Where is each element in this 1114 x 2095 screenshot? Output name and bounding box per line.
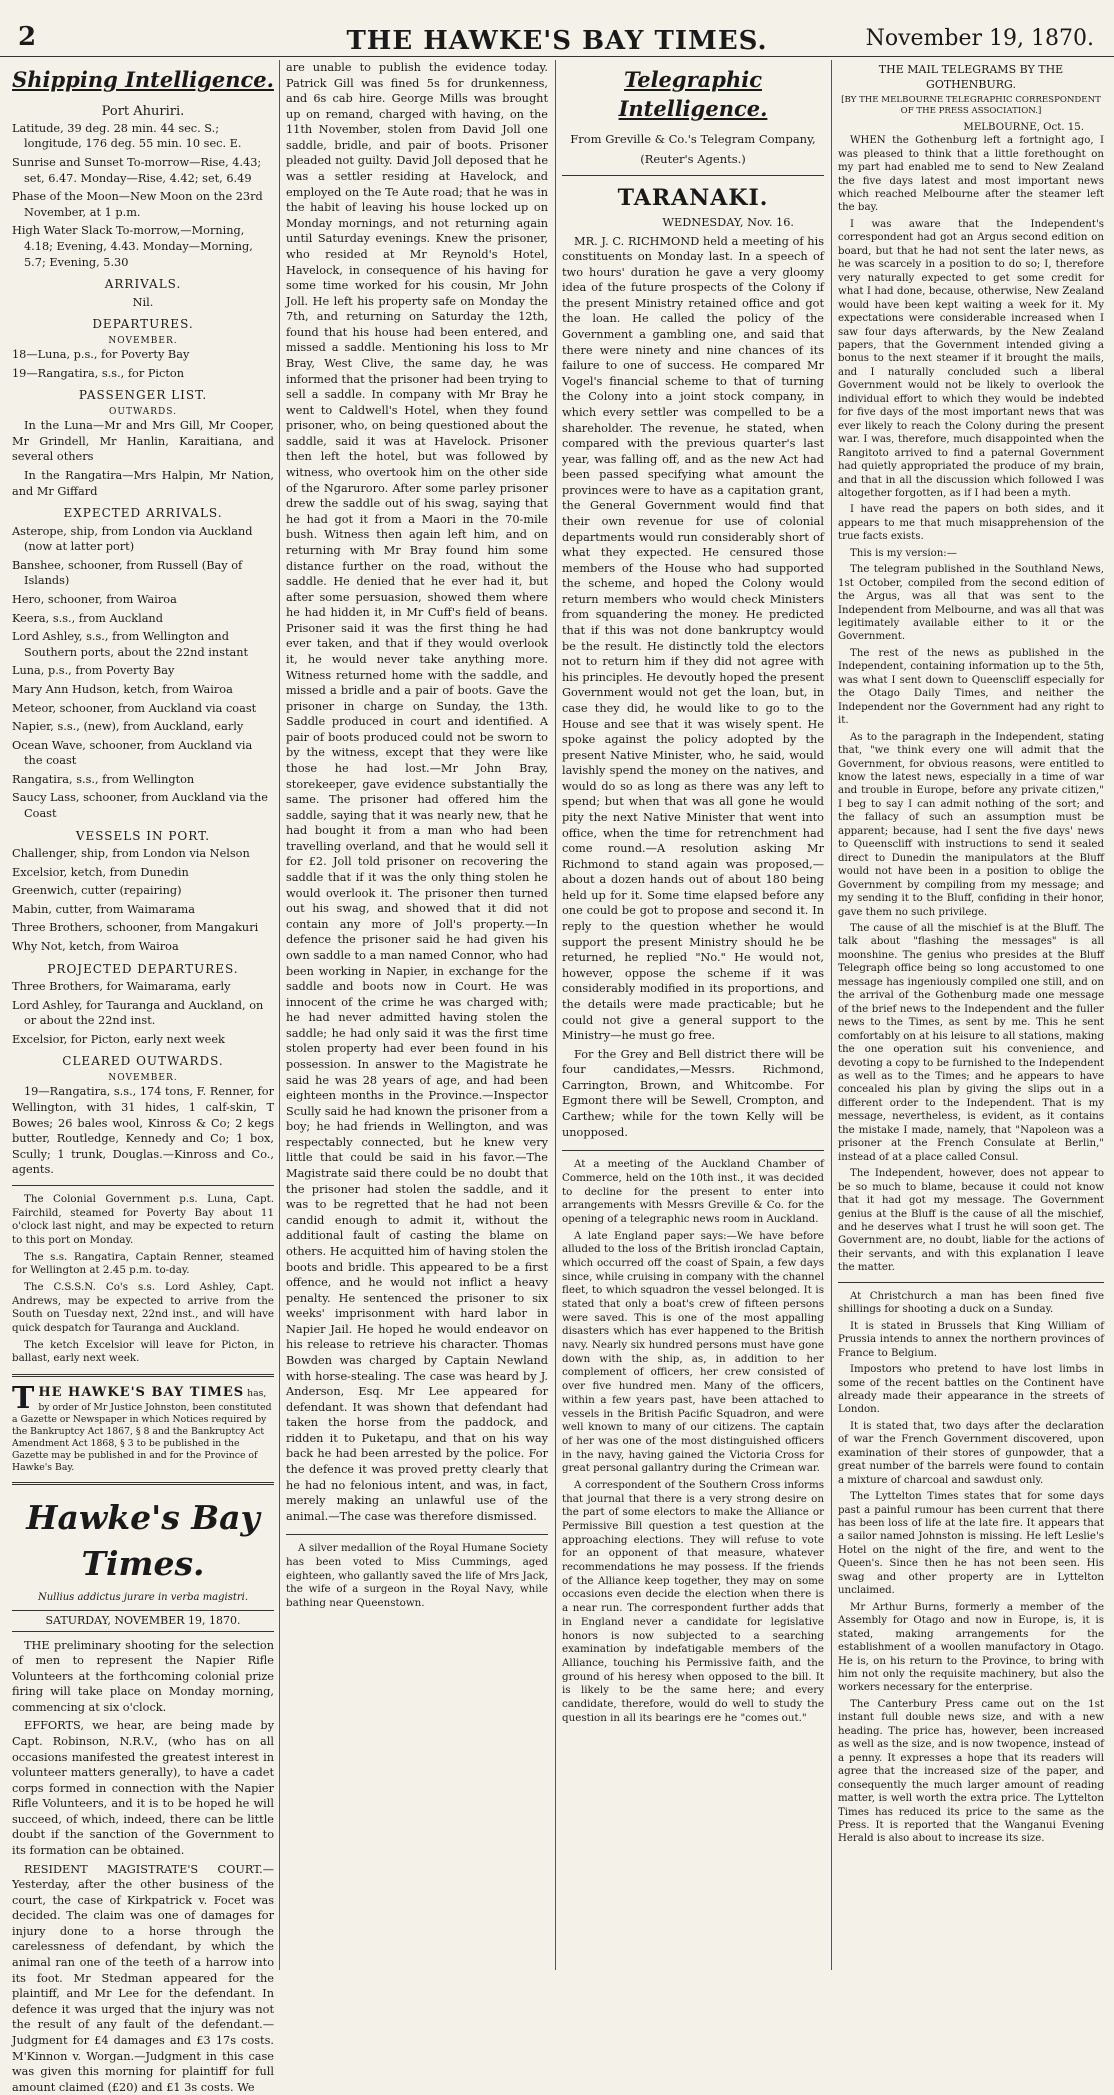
- news-paragraph: The Lyttelton Times states that for some days past a painful rumour has been current that there has been loss of life at the late fire. It appears that a sailor named Johnston is missing. He left Leslie's Hotel on the night of the fire, and went to the Queen's. Since then he has not been seen. His swag and other property are in Lyttelton unclaimed.: [838, 1491, 1104, 1597]
- notice-body: has, by order of Mr Justice Johnston, been constituted a Gazette or Newspaper in which Notices required by the Bankruptcy Act 1867, § 8 and the Bankruptcy Act Amendment Act 1868, § 3 to be published in the Gazette may be published in and for the Province of Hawke's Bay.: [12, 1388, 272, 1474]
- column-rule: [279, 60, 280, 1970]
- departure-item: 19—Rangatira, s.s., for Picton: [12, 366, 184, 380]
- paper-nameplate: Hawke's Bay Times.: [26, 1498, 260, 1583]
- column-rule: [555, 60, 556, 1970]
- court-report: are unable to publish the evidence today. Patrick Gill was fined 5s for drunkenness, and 6s cab hire. George Mills was brought up on remand, charged with having, on the 11th November, stolen from David Joll one saddle, bridle, and pair of boots. Prisoner pleaded not guilty. David Joll deposed that he was a settler residing at Havelock, and employed on the Te Aute road; that he was in the habit of leaving his house locked up on Monday mornings, and not returning again until Saturday evenings. Knew the prisoner, who resided at Mr Reynold's Hotel, Havelock, in consequence of his having for some time worked for his cousin, Mr John Joll. He left his property safe on Monday the 7th, and returning on Saturday the 12th, found that his house had been entered, and missed a saddle. Mentioning his loss to Mr Bray, West Clive, the same day, he was informed that the prisoner had been trying to sell a saddle. In company with Mr Bray he went to Caldwell's Hotel, when they found prisoner, who, on being questioned about the saddle, said it was at Havelock. Prisoner then left the hotel, but was followed by witness, who overtook him on the other side of the Ngaruroro. After some parley prisoner drew the saddle out of his swag, saying that he had got it from a Maori in the 70-mile bush. Witness then again left him, and on returning with Mr Bray found him some distance further on the road, without the saddle. He denied that he ever had it, but after some persuasion, showed them where he had hidden it, in Mr Cuff's field of beans. Prisoner said it was the first thing he had ever taken, and that if they would overlook it, he would never take anything more. Witness returned home with the saddle, and missed a bridle and a pair of boots. Gave the prisoner in charge on Sunday, the 13th. Saddle produced in court and identified. A pair of boots produced could not be sworn to by the witness, except that they were like those he had lost.—Mr John Bray, storekeeper, gave evidence substantially the same. The prisoner had offered him the saddle, saying that it was nearly new, that he had bought it from a man who had been travelling overland, and that he would sell it for £2. Joll told prisoner on recovering the saddle that if it was the only thing stolen he would overlook it. The prisoner then turned out his swag, and showed that it did not contain any more of Joll's property.—In defence the prisoner said he had given his own saddle to a man named Connor, who had been working in Napier, in exchange for the saddle and boots now in Court. He was innocent of the crime he was charged with; he had never admitted having stolen the saddle; he had only said it was the first time stolen property had ever been found in his possession. In answer to the Magistrate he said he was 28 years of age, and had been eighteen months in the Province.—Inspector Scully said he had known the prisoner from a boy; he had friends in Wellington, and was respectably connected, but he knew very little that could be said in his favor.—The Magistrate said there could be no doubt that the prisoner had stolen the saddle, and it was to be regretted that he had not been candid enough to admit it, without the additional fault of casting the blame on others. He acquitted him of having stolen the boots and bridle. This appeared to be a first offence, and he would not inflict a heavy penalty. He sentenced the prisoner to six weeks' imprisonment with hard labor in Napier Jail. He hoped he would endeavor on his release to retrieve his character. Thomas Bowden was charged by Captain Newland with horse-stealing. The case was heard by J. Anderson, Esq. Mr Lee appeared for defendant. It was shown that defendant had taken the horse from the paddock, and ridden it to Puketapu, and that on his way back he had been arrested by the police. For the defence it was proved pretty clearly that he had no felonious intent, and was, in fact, merely making an unlawful use of the animal.—The case was therefore dismissed.: [286, 61, 548, 1523]
- news-paragraph: Impostors who pretend to have lost limbs in some of the recent battles on the Continent have already made their appearance in the streets of London.: [838, 1364, 1104, 1416]
- gazette-notice: [12, 1381, 274, 1474]
- news-paragraph: It is stated that, two days after the declaration of war the French Government discovered, upon examination of their stores of gunpowder, that a great number of the barrels were found to contain a mixture of charcoal and sawdust only.: [838, 1420, 1104, 1486]
- vessel-item: Why Not, ketch, from Wairoa: [12, 940, 179, 953]
- column-4: [838, 60, 1104, 1970]
- vessel-item: Greenwich, cutter (repairing): [12, 884, 182, 898]
- expected-item: Meteor, schooner, from Auckland via coast: [12, 701, 257, 715]
- news-paragraph: As to the paragraph in the Independent, stating that, "we think every one will admit that the Government, for obvious reasons, were entitled to know the latest news, especially in a time of war and trouble in Europe, before any private citizen," I beg to say I can admit nothing of the sort; and the fallacy of such an assumption must be apparent; because, had I sent the five days' news to Queenscliff with instructions to send it sealed direct to Dunedin the manipulators at the Bluff would not have been in a position to oblige the Government by compiling from my message; and my sending it to the Bluff, confiding in their honor, gave them no such privilege.: [838, 731, 1104, 918]
- expected-item: Hero, schooner, from Wairoa: [12, 593, 177, 607]
- expected-item: Saucy Lass, schooner, from Auckland via the Coast: [12, 791, 268, 820]
- masthead: [0, 0, 1114, 57]
- news-paragraph: I was aware that the Independent's correspondent had got an Argus second edition on board, but that he had not sent the later news, as he was scarcely in a position to do so; I, therefore very naturally expected to get some credit for what I had done, because, otherwise, New Zealand would have been kept waiting a week for it. My expectations were considerable increased when I saw four days afterwards, by the New Zealand papers, that the Government intended giving a bonus to the next steamer if it brought the mails, and I naturally concluded such a liberal Government would not be likely to overlook the individual effort to which they would be indebted for five days of the most important news that was ever likely to reach the Colony during the present war. I was, therefore, much disappointed when the Rangitoto arrived to find a paternal Government had quietly appropriated the produce of my brain, and that in all the discussion which followed I was altogether forgotten, as if I had been a myth.: [838, 218, 1104, 499]
- divider: [286, 1534, 548, 1535]
- news-paragraph: This is my version:—: [850, 547, 957, 559]
- mail-telegrams-sub: [BY THE MELBOURNE TELEGRAPHIC CORRESPONDENT OF THE PRESS ASSOCIATION.]: [841, 95, 1101, 117]
- divider: [12, 1482, 274, 1485]
- divider: [562, 1150, 824, 1151]
- telegram-source: From Greville & Co.'s Telegram Company,: [570, 131, 816, 146]
- divider: [12, 1374, 274, 1377]
- editorial-paragraph: THE preliminary shooting for the selection of men to represent the Napier Rifle Volunteers at the forthcoming colonial prize firing will take place on Monday morning, commencing at six o'clock.: [12, 1638, 274, 1714]
- expected-item: Ocean Wave, schooner, from Auckland via the coast: [12, 738, 253, 768]
- news-paragraph: Mr Arthur Burns, formerly a member of the Assembly for Otago and now in Europe, is, it is stated, making arrangements for the establishment of a woollen manufactory in Otago. He is, on his return to the Province, to bring with him not only the requisite machinery, but also the workers necessary for the enterprise.: [838, 1601, 1104, 1694]
- passenger-sub: OUTWARDS.: [109, 406, 177, 417]
- news-paragraph: A silver medallion of the Royal Humane Society has been voted to Miss Cummings, aged eighteen, who gallantly saved the life of Mrs Jack, the wife of a surgeon in the Royal Navy, while bathing near Queenstown.: [286, 1542, 548, 1610]
- page-number: 2: [18, 22, 37, 52]
- editorial-paragraph: RESIDENT MAGISTRATE'S COURT.—Yesterday, after the other business of the court, the case of Kirkpatrick v. Focet was decided. The claim was one of damages for injury done to a horse through the carelessness of defendant, by which the animal ran one of the teeth of a harrow into its foot. Mr Stedman appeared for the plaintiff, and Mr Lee for the defendant. In defence it was urged that the injury was not the result of any fault of the defendant.—Judgment for £4 damages and £3 17s costs. M'Kinnon v. Worgan.—Judgment in this case was given this morning for plaintiff for full amount claimed (£20) and £1 3s costs. We: [12, 1862, 274, 2094]
- projected-heading: PROJECTED DEPARTURES.: [47, 961, 239, 976]
- cleared-item: 19—Rangatira, s.s., 174 tons, F. Renner, for Wellington, with 31 hides, 1 calf-skin, T Bowes; 26 bales wool, Kinross & Co; 2 kegs butter, Routledge, Kennedy and Co; 1 box, Scully; 1 trunk, Douglas.—Kinross and Co., agents.: [12, 1085, 275, 1177]
- divider: [838, 1282, 1104, 1283]
- arrivals-nil: Nil.: [132, 295, 154, 309]
- expected-item: Banshee, schooner, from Russell (Bay of Islands): [12, 558, 243, 588]
- expected-heading: EXPECTED ARRIVALS.: [63, 506, 223, 521]
- vessel-item: Three Brothers, schooner, from Mangakuri: [12, 921, 259, 935]
- expected-item: Lord Ashley, s.s., from Wellington and Southern ports, about the 22nd instant: [12, 630, 249, 659]
- expected-item: Keera, s.s., from Auckland: [12, 611, 163, 625]
- column-1: [12, 60, 275, 2094]
- expected-item: Napier, s.s., (new), from Auckland, early: [12, 720, 244, 734]
- vessels-heading: VESSELS IN PORT.: [75, 828, 211, 843]
- vessel-item: Mabin, cutter, from Waimarama: [12, 902, 196, 916]
- column-2: [286, 60, 548, 1970]
- moon-line: Phase of the Moon—New Moon on the 23rd November, at 1 p.m.: [12, 190, 263, 219]
- passenger-item: In the Luna—Mr and Mrs Gill, Mr Cooper, Mr Grindell, Mr Hanlin, Karaitiana, and several others: [12, 419, 274, 464]
- notice-dropcap: T: [12, 1381, 35, 1417]
- news-paragraph: I have read the papers on both sides, and it appears to me that much misapprehension of the true facts exists.: [838, 504, 1104, 543]
- paper-dateline: SATURDAY, NOVEMBER 19, 1870.: [12, 1610, 274, 1631]
- shipping-note: The Colonial Government p.s. Luna, Capt. Fairchild, steamed for Poverty Bay about 11 o'clock last night, and may be expected to return to this port on Monday.: [12, 1192, 274, 1246]
- shipping-note: The C.S.S.N. Co's s.s. Lord Ashley, Capt. Andrews, may be expected to arrive from the South on Tuesday next, 22nd inst., and will have quick despatch for Tauranga and Auckland.: [12, 1280, 274, 1335]
- news-paragraph: The rest of the news as published in the Independent, containing information up to the 5th, was what I sent down to Queenscliff especially for the Otago Daily Times, and neither the Independent nor the Government had any right to it.: [838, 647, 1104, 727]
- cleared-heading: CLEARED OUTWARDS.: [62, 1054, 224, 1069]
- news-paragraph: At Christchurch a man has been fined five shillings for shooting a duck on a Sunday.: [838, 1290, 1104, 1316]
- news-paragraph: The Canterbury Press came out on the 1st instant full double news size, and with a new heading. The price has, however, been increased as well as the size, and is now twopence, instead of a penny. It expresses a hope that its readers will agree that the increased size of the paper, and consequently the much larger amount of reading matter, is well worth the extra price. The Lyttelton Times has reduced its price to the same as the Press. It is reported that the Wanganui Evening Herald is also about to increase its size.: [838, 1698, 1104, 1845]
- projected-item: Excelsior, for Picton, early next week: [12, 1032, 225, 1046]
- shipping-note: The ketch Excelsior will leave for Picton, in ballast, early next week.: [12, 1338, 274, 1365]
- projected-item: Lord Ashley, for Tauranga and Auckland, on or about the 22nd inst.: [12, 998, 264, 1028]
- region-dateline: WEDNESDAY, Nov. 16.: [662, 216, 794, 230]
- news-paragraph: A correspondent of the Southern Cross informs that journal that there is a very strong desire on the part of some electors to make the Alliance or Permissive Bill question a test question at the approaching elections. They will refuse to vote for an opponent of that measure, whatever recommendations he may possess. If the friends of the Alliance keep together, they may on some occasions even decide the election when there is a near run. The correspondent further adds that in England never a candidate for legislative honors is now subjected to a searching examination by indefatigable members of the Alliance, touching his Permissive faith, and the ground of his heresy when opposed to the bill. It is likely to be the same here; and every candidate, therefore, would do well to study the question in all its bearings ere he "comes out.": [562, 1478, 824, 1724]
- vessel-item: Excelsior, ketch, from Dunedin: [12, 865, 189, 879]
- news-paragraph: A late England paper says:—We have before alluded to the loss of the British ironclad Captain, which occurred off the coast of Spain, a few days since, while cruising in company with the channel fleet, to which squadron the vessel belonged. It is stated that only a boat's crew of fifteen persons were saved. This is one of the most appalling disasters which has ever happened to the British navy. Nearly six hundred persons must have gone down with the ship, as, in addition to her complement of officers, her crew consisted of over five hundred men. Many of the officers, within a few years past, have been attached to vessels in the British Pacific Squadron, and were well known to many of our citizens. The captain of her was one of the most distinguished officers in the navy, having gained the Victoria Cross for great personal gallantry during the Crimean war.: [562, 1229, 824, 1475]
- shipping-heading: Shipping Intelligence.: [12, 67, 274, 92]
- telegram-agents: (Reuter's Agents.): [640, 151, 746, 166]
- departure-item: 18—Luna, p.s., for Poverty Bay: [12, 348, 190, 362]
- departures-heading: DEPARTURES.: [92, 317, 194, 332]
- expected-item: Luna, p.s., from Poverty Bay: [12, 664, 175, 678]
- cleared-month: NOVEMBER.: [108, 1072, 178, 1083]
- news-paragraph: It is stated in Brussels that King William of Prussia intends to annex the northern provinces of France to Belgium.: [838, 1320, 1104, 1359]
- telegraphic-heading: Telegraphic Intelligence.: [618, 67, 768, 121]
- news-paragraph: The cause of all the mischief is at the Bluff. The talk about "flashing the messages" is all moonshine. The genius who presides at the Bluff Telegraph office being so long accustomed to one message has ingeniously compiled one still, and on the arrival of the Gothenburg made one message of the brief news to the Independent and the fuller news to the Times, as sent by me. This he sent comfortably on at his leisure to all stations, making the one operation suit his convenience, and devoting a copy to be furnished to the Independent as well as to the Times; and he appears to have concealed his plan by giving the slips out in a different order to the Independent. That is my message, nevertheless, is evident, as it contains the mistake I made, namely, that "Napoleon was a prisoner at the French Consulate at Berlin," instead of at a place called Consul.: [838, 923, 1104, 1163]
- departures-month: NOVEMBER.: [108, 335, 178, 346]
- sunrise-line: Sunrise and Sunset To-morrow—Rise, 4.43; set, 6.47. Monday—Rise, 4.42; set, 6.49: [12, 156, 262, 185]
- passenger-heading: PASSENGER LIST.: [78, 388, 208, 403]
- passenger-item: In the Rangatira—Mrs Halpin, Mr Nation, and Mr Giffard: [12, 469, 274, 498]
- shipping-note: The s.s. Rangatira, Captain Renner, steamed for Wellington at 2.45 p.m. to-day.: [12, 1250, 274, 1277]
- page-title: THE HAWKE'S BAY TIMES.: [346, 26, 768, 56]
- vessel-item: Challenger, ship, from London via Nelson: [12, 847, 250, 861]
- divider: [562, 175, 824, 176]
- expected-item: Asterope, ship, from London via Auckland (now at latter port): [12, 524, 253, 554]
- expected-item: Mary Ann Hudson, ketch, from Wairoa: [12, 682, 233, 696]
- column-rule: [831, 60, 832, 1970]
- notice-heading: HE HAWKE'S BAY TIMES: [38, 1385, 245, 1401]
- port-name: Port Ahuriri.: [101, 103, 185, 119]
- divider: [12, 1185, 274, 1186]
- taranaki-report: For the Grey and Bell district there will be four candidates,—Messrs. Richmond, Carrington, Brown, and Whitcombe. For Egmont there will be Sewell, Crompton, and Carthew; while for the town Kelly will be unopposed.: [562, 1047, 824, 1139]
- news-paragraph: At a meeting of the Auckland Chamber of Commerce, held on the 10th inst., it was decided to decline for the present to enter into arrangements with Messrs Greville & Co. for the opening of a telegraphic news room in Auckland.: [562, 1158, 824, 1225]
- news-paragraph: The telegram published in the Southland News, 1st October, compiled from the second edition of the Argus, was all that was sent to the Independent from Melbourne, and was all that was legitimately available either to it or the Government.: [838, 564, 1104, 643]
- paper-motto: Nullius addictus jurare in verba magistri.: [37, 1591, 249, 1603]
- column-3: [562, 60, 824, 1970]
- news-paragraph: WHEN the Gothenburg left a fortnight ago, I was pleased to think that a little forethought on my part had enabled me to send to New Zealand the five days latest and most important news which reached Melbourne after the steamer left the bay.: [838, 135, 1104, 214]
- arrivals-heading: ARRIVALS.: [104, 277, 182, 292]
- latitude-line: Latitude, 39 deg. 28 min. 44 sec. S.; longitude, 176 deg. 55 min. 10 sec. E.: [12, 121, 242, 151]
- projected-item: Three Brothers, for Waimarama, early: [12, 980, 231, 994]
- region-heading: TARANAKI.: [617, 184, 769, 211]
- mail-telegrams-heading: THE MAIL TELEGRAMS BY THE GOTHENBURG.: [878, 63, 1064, 91]
- water-line: High Water Slack To-morrow,—Morning, 4.18; Evening, 4.43. Monday—Morning, 5.7; Evening, 5.30: [12, 224, 253, 269]
- editorial-paragraph: EFFORTS, we hear, are being made by Capt. Robinson, N.R.V., (who has on all occasions manifested the greatest interest in volunteer matters generally), to have a cadet corps formed in connection with the Napier Rifle Volunteers, and it is to be hoped he will succeed, of which, indeed, there can be little doubt if the sanction of the Government to its formation can be obtained.: [12, 1719, 274, 1858]
- news-paragraph: The Independent, however, does not appear to be so much to blame, because it could not know that it had got my message. The Government genius at the Bluff is the cause of all the mischief, and he deserves what I trust he will soon get. The Government are, no doubt, liable for the actions of their servants, and with this explanation I leave the matter.: [838, 1168, 1104, 1274]
- taranaki-report: MR. J. C. RICHMOND held a meeting of his constituents on Monday last. In a speech of two hours' duration he gave a very gloomy idea of the future prospects of the Colony if the present Ministry retained office and got the loan. He called the policy of the Government a gambling one, and said that there were ninety and nine chances of its failure to one of success. He compared Mr Vogel's financial scheme to that of turning the Colony into a joint stock company, in which every settler was compelled to be a shareholder. The revenue, he stated, when compared with the previous quarter's last year, was falling off, and as the new Act had been passed specifying what amount the provinces were to have as a capitation grant, the General Government would find that their own revenue for use of colonial departments would run considerably short of what they expected. He censured those members of the House who had supported the scheme, and hoped the Colony would return members who would check Ministers from squandering the money. He predicted that if this was not done bankruptcy would be the result. He distinctly told the electors not to return him if they did not agree with his principles. He devoutly hoped the present Government would not get the loan, but, in case they did, he would like to go to the House and see that it was wisely spent. He spoke against the policy adopted by the present Native Minister, who, he said, would lavishly spend the money on the natives, and would do so as long as there was any left to spend; but when that was all gone he would pity the next Native Minister that went into office, when the time for retrenchment had come round.—A resolution asking Mr Richmond to stand again was proposed,—about a dozen hands out of about 180 being held up for it. Some time elapsed before any one could be got to propose and second it. In reply to the question whether he would support the present Ministry should he be returned, he replied "No." He would not, however, oppose the scheme if it was considerably modified in its proportions, and the details were made practicable; but he could not give a general support to the Ministry—he must go free.: [562, 234, 824, 1043]
- page-date: November 19, 1870.: [865, 26, 1094, 51]
- mail-dateline: MELBOURNE, Oct. 15.: [963, 121, 1084, 133]
- expected-item: Rangatira, s.s., from Wellington: [12, 772, 195, 786]
